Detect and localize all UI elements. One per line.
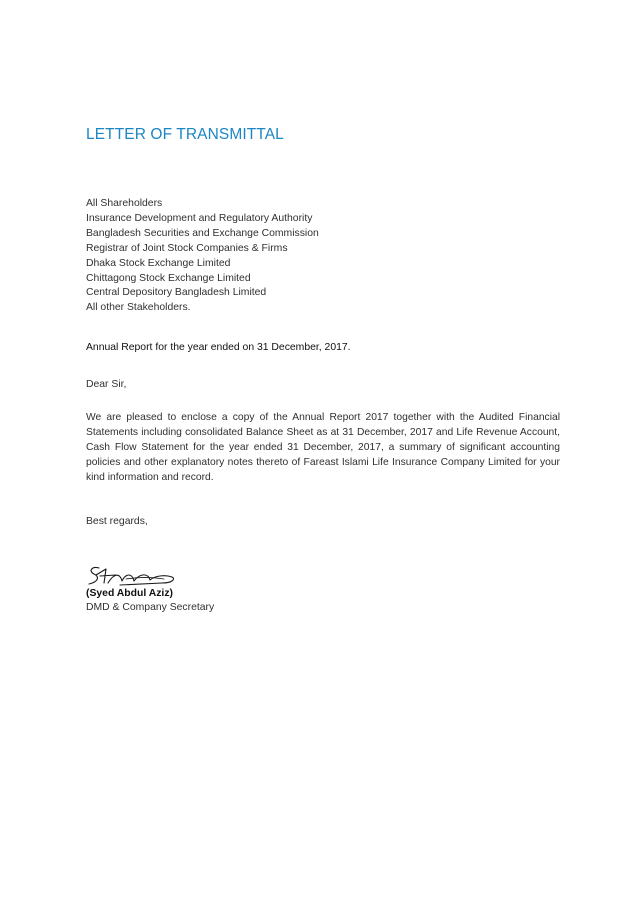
signer-title: DMD & Company Secretary — [86, 602, 215, 613]
recipient-item: Insurance Development and Regulatory Authority — [86, 212, 313, 224]
recipient-item: All Shareholders — [86, 198, 163, 209]
closing: Best regards, — [86, 516, 148, 527]
salutation: Dear Sir, — [86, 379, 127, 390]
page-title: LETTER OF TRANSMITTAL — [86, 126, 284, 143]
letter-subject: Annual Report for the year ended on 31 December, 2017. — [86, 342, 351, 353]
signature-image — [86, 563, 182, 591]
letter-body: We are pleased to enclose a copy of the Annual Report 2017 together with the Audited Financial Statements including consolidated Balance Sheet as at 31 December, 2017 and Life Revenue Account, Cash Flow Statement for the year ended 31 December, 2017, a summary of significant accounting policies and other explanatory notes thereto of Fareast Islami Life Insurance Company Limited for your kind information and record. — [86, 412, 560, 483]
recipient-item: Bangladesh Securities and Exchange Commission — [86, 227, 319, 239]
signer-name: (Syed Abdul Aziz) — [86, 588, 173, 599]
recipient-item: Chittagong Stock Exchange Limited — [86, 272, 251, 284]
recipient-item: All other Stakeholders. — [86, 302, 191, 314]
recipient-item: Registrar of Joint Stock Companies & Firms — [86, 242, 288, 254]
recipient-item: Central Depository Bangladesh Limited — [86, 287, 267, 299]
recipient-item: Dhaka Stock Exchange Limited — [86, 257, 231, 269]
recipient-list — [86, 197, 319, 316]
